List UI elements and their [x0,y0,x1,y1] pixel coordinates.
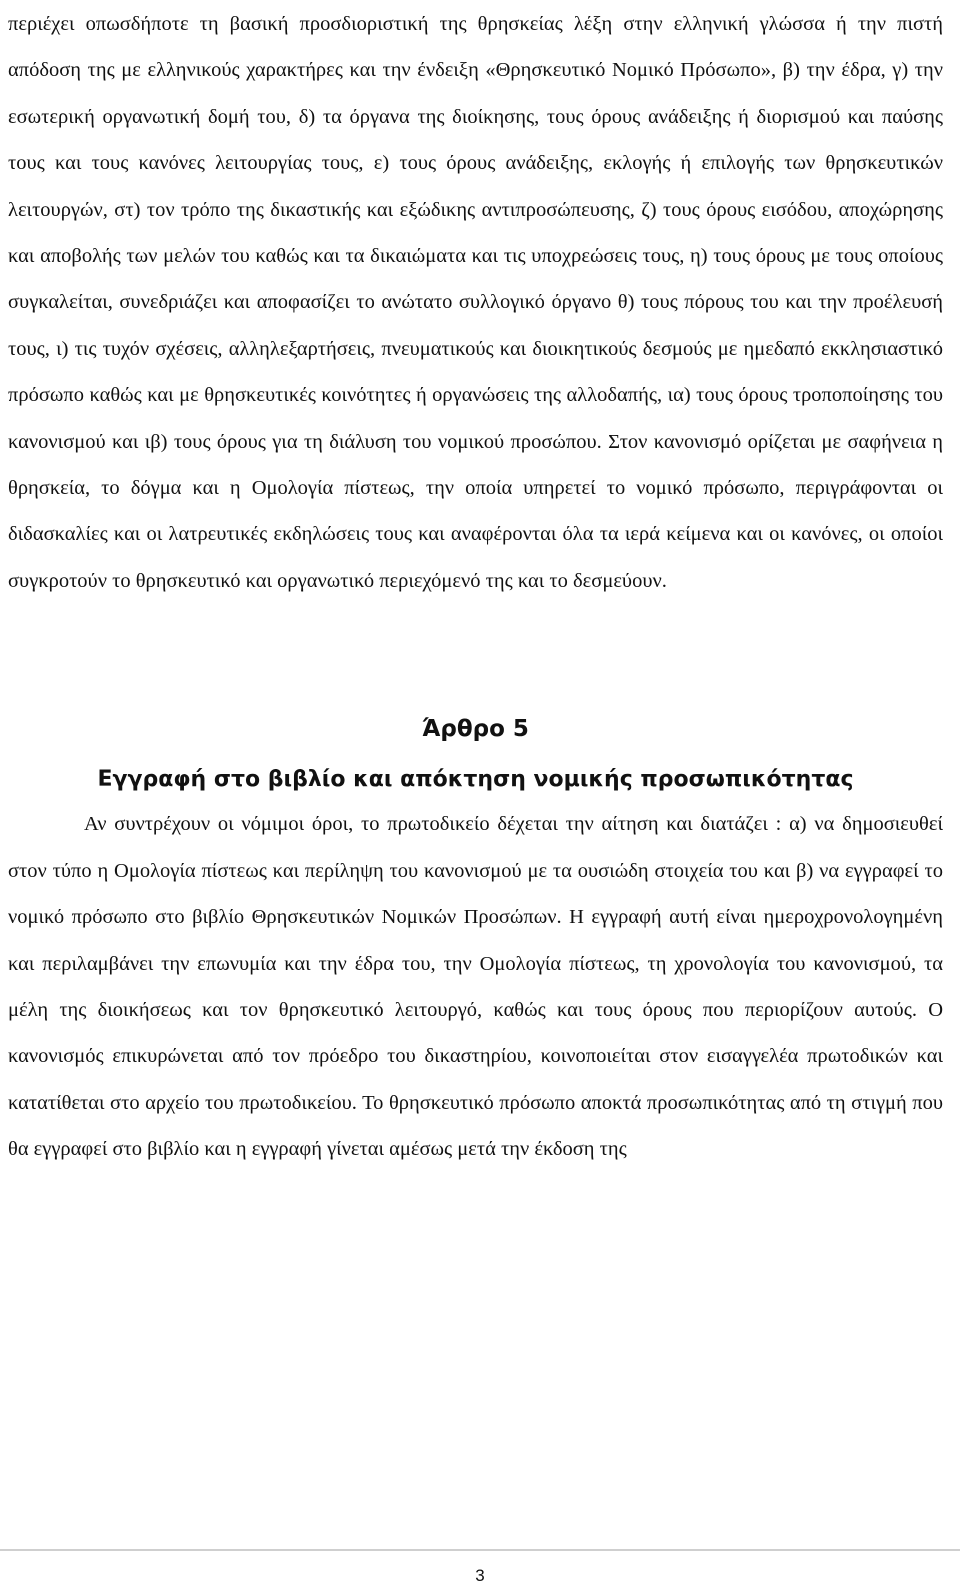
footer-divider [0,1549,960,1551]
article-number-heading: Άρθρο 5 [422,716,529,743]
body-paragraph: περιέχει οπωσδήποτε τη βασική προσδιοριστική της θρησκείας λέξη στην ελληνική γλώσσα ή την πιστή απόδοση της με ελληνικούς χαρακτήρες και την ένδειξη «Θρησκευτικό Νομικό Πρόσωπο», β) την έδρα, γ) την εσωτερική οργανωτική δομή του, δ) τα όργανα της διοίκησης, τους όρους ανάδειξης ή διορισμού και παύσης τους και τους κανόνες λειτουργίας τους, ε) τους όρους ανάδειξης, εκλογής ή επιλογής των θρησκευτικών λειτουργών, στ) τον τρόπο της δικαστικής και εξώδικης αντιπροσώπευσης, ζ) τους όρους εισόδου, αποχώρησης και αποβολής των μελών του καθώς και τα δικαιώματα και τις υποχρεώσεις τους, η) τους όρους με τους οποίους συγκαλείται, συνεδριάζει και αποφασίζει το ανώτατο συλλογικό όργανο θ) τους πόρους του και την προέλευσή τους, ι) τις τυχόν σχέσεις, αλληλεξαρτήσεις, πνευματικούς και διοικητικούς δεσμούς με ημεδαπό εκκλησιαστικό πρόσωπο καθώς και με θρησκευτικές κοινότητες ή οργανώσεις της αλλοδαπής, ια) τους όρους τροποποίησης του κανονισμού και ιβ) τους όρους για τη διάλυση του νομικού προσώπου. Στον κανονισμό ορίζεται με σαφήνεια η θρησκεία, το δόγμα και η Ομολογία πίστεως, την οποία υπηρετεί το νομικό πρόσωπο, περιγράφονται οι διδασκαλίες και οι λατρευτικές εκδηλώσεις τους και αναφέρονται όλα τα ιερά κείμενα και οι κανόνες, οι οποίοι συγκροτούν το θρησκευτικό και οργανωτικό περιεχόμενό της και το δεσμεύουν. [8,13,943,592]
page-number: 3 [475,1566,485,1585]
article-title-heading: Εγγραφή στο βιβλίο και απόκτηση νομικής προσωπικότητας [97,767,854,793]
body-paragraph: Αν συντρέχουν οι νόμιμοι όροι, το πρωτοδικείο δέχεται την αίτηση και διατάζει : α) να δημοσιευθεί στον τύπο η Ομολογία πίστεως και περίληψη του κανονισμού με τα ουσιώδη στοιχεία του και β) να εγγραφεί το νομικό πρόσωπο στο βιβλίο Θρησκευτικών Νομικών Προσώπων. Η εγγραφή αυτή είναι ημεροχρονολογημένη και περιλαμβάνει την επωνυμία και την έδρα του, την Ομολογία πίστεως, τη χρονολογία του κανονισμού, τα μέλη της διοικήσεως και τον θρησκευτικό λειτουργό, καθώς και τους όρους που περιορίζουν αυτούς. Ο κανονισμός επικυρώνεται από τον πρόεδρο του δικαστηρίου, κοινοποιείται στον εισαγγελέα πρωτοδικών και κατατίθεται στο αρχείο του πρωτοδικείου. Το θρησκευτικό πρόσωπο αποκτά προσωπικότητας από τη στιγμή που θα εγγραφεί στο βιβλίο και η εγγραφή γίνεται αμέσως μετά την έκδοση της [8,813,943,1161]
document-page [8,0,943,1173]
